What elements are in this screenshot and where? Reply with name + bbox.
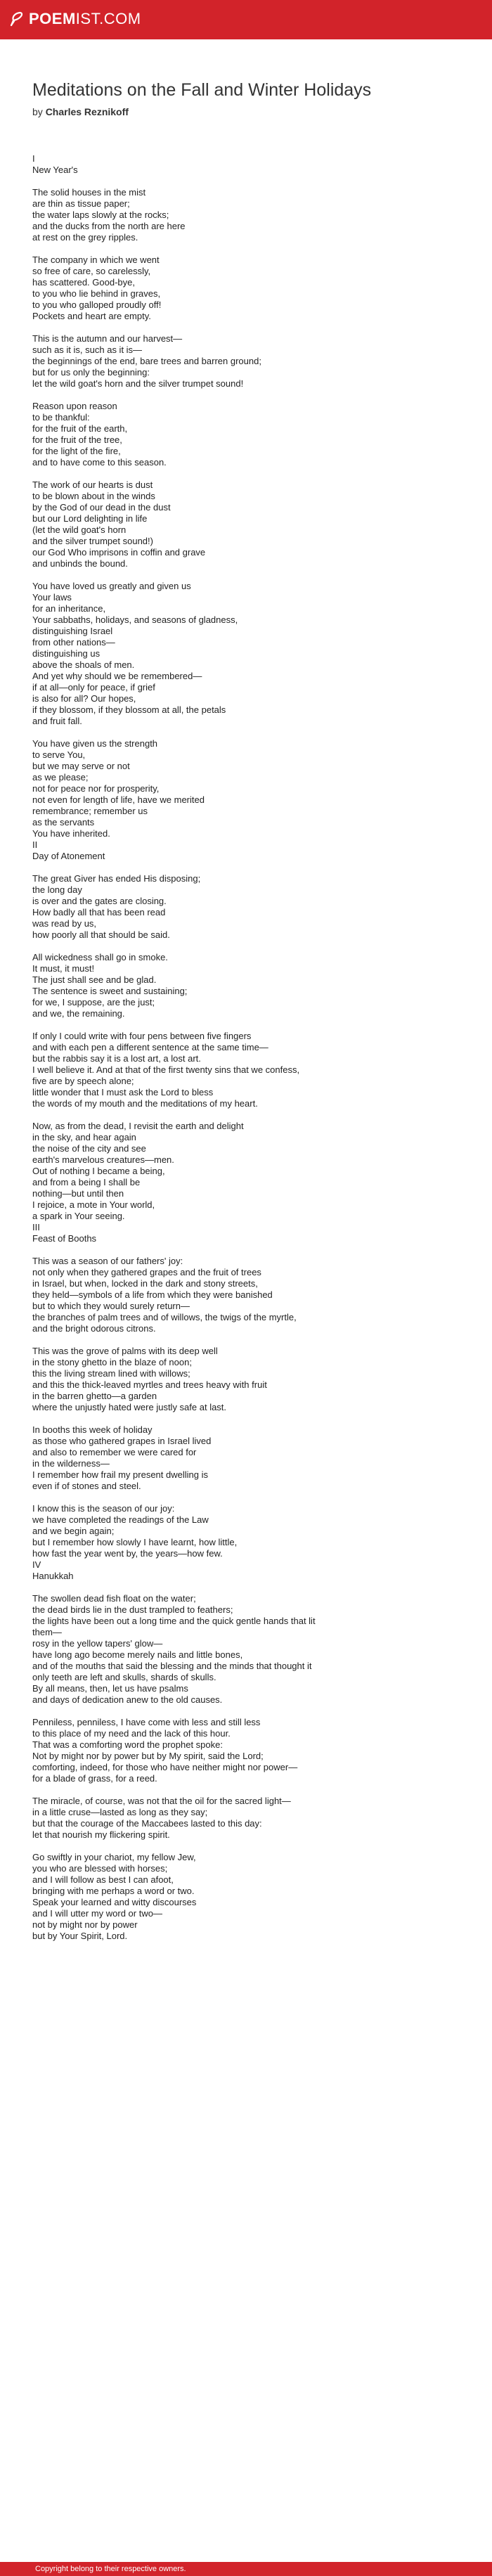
stanza-break [32,1413,468,1424]
poem-title: Meditations on the Fall and Winter Holidays [32,80,372,100]
poem-line: the dead birds lie in the dust trampled to feathers; [32,1604,233,1615]
poem-line: but our Lord delighting in life [32,513,148,524]
poem-line: I rejoice, a mote in Your world, [32,1199,155,1210]
poem-line: earth's marvelous creatures—men. [32,1154,174,1165]
poem-line: bringing with me perhaps a word or two. [32,1886,195,1896]
poem-line: we have completed the readings of the Law [32,1514,209,1525]
logo-text-light: IST.COM [75,10,141,27]
poem-line: are thin as tissue paper; [32,198,130,209]
poem-line: such as it is, such as it is— [32,344,143,355]
poem-line: to be blown about in the winds [32,491,155,501]
poem-line: This was the grove of palms with its deep well [32,1346,218,1356]
stanza-break [32,468,468,479]
stanza-break [32,1706,468,1717]
stanza-break [32,1784,468,1796]
poem-line: them— [32,1627,62,1637]
stanza-break [32,862,468,873]
poem-line: but by Your Spirit, Lord. [32,1931,128,1941]
poem-line: as those who gathered grapes in Israel lived [32,1436,212,1446]
poem-line: but I remember how slowly I have learnt, how little, [32,1537,238,1547]
poem-line: the lights have been out a long time and the quick gentle hands that lit [32,1616,316,1626]
poem-line: they held—symbols of a life from which they were banished [32,1289,273,1300]
poem-line: and the bright odorous citrons. [32,1323,156,1334]
poem-line: I [32,153,35,164]
poem-line: Your laws [32,592,72,603]
poem-line: the long day [32,884,82,895]
stanza-break [32,727,468,738]
poem-line: In booths this week of holiday [32,1424,153,1435]
poem-line: but the rabbis say it is a lost art, a lost art. [32,1053,201,1064]
poem-line: the beginnings of the end, bare trees and barren ground; [32,356,261,366]
site-header [0,0,492,39]
stanza-break [32,322,468,333]
poem-line: as the servants [32,817,95,827]
poem-line: from other nations— [32,637,115,648]
poem-line: but for us only the beginning: [32,367,150,378]
poem-line: That was a comforting word the prophet spoke: [32,1739,223,1750]
poem-line: and fruit fall. [32,716,82,726]
copyright-text: Copyright belong to their respective owners. [35,2565,186,2573]
poem-line: has scattered. Good-bye, [32,277,135,288]
stanza-break [32,1109,468,1121]
poem-line: where the unjustly hated were justly safe at last. [32,1402,227,1412]
poem-line: in the barren ghetto—a garden [32,1391,157,1401]
poem-line: and we, the remaining. [32,1008,125,1019]
poem-line: in a little cruse—lasted as long as they say; [32,1807,208,1817]
poem-line: have long ago become merely nails and little bones, [32,1649,243,1660]
poem-line: for an inheritance, [32,603,106,614]
stanza-break [32,1492,468,1503]
poem-line: If only I could write with four pens between five fingers [32,1031,252,1041]
site-footer [0,2562,492,2576]
poem-line: New Year's [32,165,78,175]
poem-line: III [32,1222,40,1232]
poem-line: It must, it must! [32,963,95,974]
poem-line: Your sabbaths, holidays, and seasons of gladness, [32,614,238,625]
stanza-break [32,176,468,187]
poem-line: to you who lie behind in graves, [32,288,161,299]
poem-line: Penniless, penniless, I have come with less and still less [32,1717,261,1727]
poem-line: you who are blessed with horses; [32,1863,168,1874]
poem-line: this the living stream lined with willows; [32,1368,190,1379]
poem-line: to you who galloped proudly off! [32,300,162,310]
poem-line: in the stony ghetto in the blaze of noon; [32,1357,192,1367]
stanza-break [32,243,468,255]
poem-line: I remember how frail my present dwelling is [32,1469,208,1480]
poem-line: The company in which we went [32,255,160,265]
poem-line: five are by speech alone; [32,1076,134,1086]
poem-byline [32,105,129,118]
poem-line: let the wild goat's horn and the silver trumpet sound! [32,378,244,389]
poem-line: for a blade of grass, for a reed. [32,1773,157,1784]
poem-line: and this the thick-leaved myrtles and trees heavy with fruit [32,1379,267,1390]
poem-line: the words of my mouth and the meditations of my heart. [32,1098,258,1109]
poem-line: The solid houses in the mist [32,187,146,198]
poem-line: and the silver trumpet sound!) [32,536,153,546]
stanza-break [32,389,468,401]
poem-line: not even for length of life, have we merited [32,794,205,805]
logo-text [29,10,141,28]
poem-line: Go swiftly in your chariot, my fellow Jew, [32,1852,196,1862]
poem-line: Not by might nor by power but by My spirit, said the Lord; [32,1751,264,1761]
poem-line: Now, as from the dead, I revisit the earth and delight [32,1121,244,1131]
poem-line: Hanukkah [32,1571,74,1581]
poem-line: for we, I suppose, are the just; [32,997,155,1007]
poem-line: was read by us, [32,918,97,929]
poem-line: The work of our hearts is dust [32,479,153,490]
poem-line: only teeth are left and skulls, shards of skulls. [32,1672,216,1682]
poem-line: nothing—but until then [32,1188,124,1199]
poem-line: (let the wild goat's horn [32,524,127,535]
poem-line: and I will follow as best I can afoot, [32,1874,174,1885]
poem-line: rosy in the yellow tapers' glow— [32,1638,163,1649]
poem-line: Feast of Booths [32,1233,97,1244]
poem-line: This was a season of our fathers' joy: [32,1256,183,1266]
poem-line: Out of nothing I became a being, [32,1166,165,1176]
poem-line: I well believe it. And at that of the first twenty sins that we confess, [32,1064,300,1075]
poem-line: but we may serve or not [32,761,130,771]
poem-line: Reason upon reason [32,401,117,411]
poem-line: not for peace nor for prosperity, [32,783,160,794]
poem-line: II [32,839,38,850]
poem-line: at rest on the grey ripples. [32,232,138,243]
poem-line: our God Who imprisons in coffin and grave [32,547,206,558]
poem-line: IV [32,1559,41,1570]
poem-line: You have inherited. [32,828,110,839]
poem-line: comforting, indeed, for those who have neither might nor power— [32,1762,298,1772]
poem-line: All wickedness shall go in smoke. [32,952,168,962]
poem-line: remembrance; remember us [32,806,148,816]
poem-line: Day of Atonement [32,851,105,861]
poem-line: a spark in Your seeing. [32,1211,125,1221]
poem-line: The sentence is sweet and sustaining; [32,986,188,996]
stanza-break [32,1244,468,1256]
poem-line: above the shoals of men. [32,659,135,670]
poem-line: how fast the year went by, the years—how few. [32,1548,223,1559]
poem-line: how poorly all that should be said. [32,929,170,940]
poem-line: How badly all that has been read [32,907,166,917]
author-name[interactable]: Charles Reznikoff [45,106,129,117]
poem-line: the noise of the city and see [32,1143,146,1154]
poem-line: if at all—only for peace, if grief [32,682,155,693]
poem-line: Pockets and heart are empty. [32,311,151,321]
poem-line: and I will utter my word or two— [32,1908,162,1919]
poem-line: not by might nor by power [32,1919,138,1930]
poem-line: You have loved us greatly and given us [32,581,191,591]
logo-text-bold: POEM [29,10,76,27]
poem-line: not only when they gathered grapes and the fruit of trees [32,1267,261,1277]
poem-line: The swollen dead fish float on the water; [32,1593,196,1604]
poem-line: so free of care, so carelessly, [32,266,151,276]
poem-line: This is the autumn and our harvest— [32,333,183,344]
stanza-break [32,941,468,952]
byline-by-label: by [32,106,43,117]
poem-line: and of the mouths that said the blessing and the minds that thought it [32,1661,312,1671]
poem-line: in the sky, and hear again [32,1132,136,1142]
stanza-break [32,1019,468,1031]
poem-line: The miracle, of course, was not that the oil for the sacred light— [32,1796,291,1806]
poem-line: is over and the gates are closing. [32,896,167,906]
poem-line: for the light of the fire, [32,446,121,456]
poem-line: to be thankful: [32,412,90,423]
poem-line: for the fruit of the tree, [32,434,122,445]
poem-line: The just shall see and be glad. [32,974,157,985]
poem-line: let that nourish my flickering spirit. [32,1829,170,1840]
poem-line: as we please; [32,772,89,783]
poem-line: for the fruit of the earth, [32,423,128,434]
poem-line: I know this is the season of our joy: [32,1503,175,1514]
poem-line: the branches of palm trees and of willows, the twigs of the myrtle, [32,1312,297,1322]
poem-line: distinguishing us [32,648,101,659]
poem-line: the water laps slowly at the rocks; [32,210,169,220]
poem-line: to this place of my need and the lack of this hour. [32,1728,231,1739]
site-logo[interactable] [8,10,141,28]
poem-line: little wonder that I must ask the Lord to bless [32,1087,214,1097]
poem-line: and days of dedication anew to the old causes. [32,1694,223,1705]
poem-line: to serve You, [32,749,86,760]
logo-mark-icon [8,11,24,27]
poem-line: You have given us the strength [32,738,158,749]
poem-line: in Israel, but when, locked in the dark and stony streets, [32,1278,258,1289]
poem-line: Speak your learned and witty discourses [32,1897,197,1907]
poem-line: and to have come to this season. [32,457,167,468]
poem-line: but that the courage of the Maccabees lasted to this day: [32,1818,262,1829]
poem-line: and with each pen a different sentence at the same time— [32,1042,268,1052]
poem-line: by the God of our dead in the dust [32,502,171,513]
poem-line: and also to remember we were cared for [32,1447,197,1457]
stanza-break [32,1841,468,1852]
stanza-break [32,1582,468,1593]
poem-line: is also for all? Our hopes, [32,693,136,704]
poem-line: And yet why should we be remembered— [32,671,202,681]
poem-line: but to which they would surely return— [32,1301,190,1311]
poem-line: and the ducks from the north are here [32,221,186,231]
poem-line: even if of stones and steel. [32,1481,141,1491]
poem-line: and unbinds the bound. [32,558,128,569]
poem-line: distinguishing Israel [32,626,113,636]
poem-line: in the wilderness— [32,1458,110,1469]
poem-line: The great Giver has ended His disposing; [32,873,201,884]
poem-line: if they blossom, if they blossom at all, the petals [32,704,226,715]
poem-body [32,153,468,1942]
poem-line: and we begin again; [32,1526,115,1536]
stanza-break [32,1334,468,1346]
poem-line: and from a being I shall be [32,1177,141,1187]
stanza-break [32,569,468,581]
poem-line: By all means, then, let us have psalms [32,1683,188,1694]
